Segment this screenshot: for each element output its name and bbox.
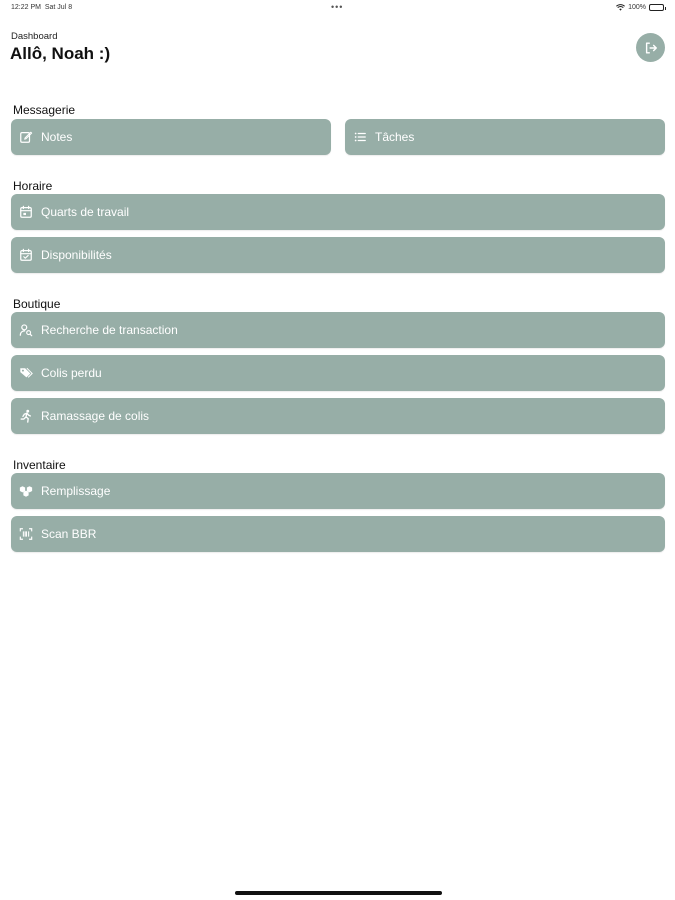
taches-button[interactable] xyxy=(345,119,665,155)
quarts-de-travail-button[interactable] xyxy=(11,194,665,230)
scan-label: Scan BBR xyxy=(41,527,97,541)
status-date-text: Sat Jul 8 xyxy=(44,4,73,11)
edit-note-icon xyxy=(19,130,33,144)
taches-label: Tâches xyxy=(375,130,415,144)
logout-icon xyxy=(644,41,658,55)
page-subtitle: Dashboard xyxy=(11,31,58,42)
scan-bbr-button[interactable] xyxy=(11,516,665,552)
section-label-inventaire: Inventaire xyxy=(13,458,66,472)
wifi-icon xyxy=(616,4,625,11)
section-label-horaire: Horaire xyxy=(13,179,53,193)
colis-perdu-button[interactable] xyxy=(11,355,665,391)
recherche-transaction-button[interactable] xyxy=(11,312,665,348)
battery-percent: 100% xyxy=(628,4,646,11)
calendar-check-icon xyxy=(19,248,33,262)
remplissage-button[interactable] xyxy=(11,473,665,509)
quarts-label: Quarts de travail xyxy=(41,205,130,219)
list-icon xyxy=(353,130,367,144)
logout-button[interactable] xyxy=(636,33,665,62)
disponibilites-button[interactable] xyxy=(11,237,665,273)
battery-icon xyxy=(649,4,664,11)
ramassage-label: Ramassage de colis xyxy=(41,409,150,423)
status-right xyxy=(616,4,664,11)
running-person-icon xyxy=(19,409,33,423)
calendar-icon xyxy=(19,205,33,219)
notes-button[interactable] xyxy=(11,119,331,155)
status-time xyxy=(11,4,72,11)
remplissage-label: Remplissage xyxy=(41,484,111,498)
multitasking-dots[interactable]: ••• xyxy=(331,2,344,12)
page-title: Allô, Noah :) xyxy=(10,44,111,63)
boxes-icon xyxy=(19,484,33,498)
recherche-label: Recherche de transaction xyxy=(41,323,178,337)
barcode-scan-icon xyxy=(19,527,33,541)
ramassage-colis-button[interactable] xyxy=(11,398,665,434)
section-label-boutique: Boutique xyxy=(13,297,61,311)
disponibilites-label: Disponibilités xyxy=(41,248,112,262)
section-label-messagerie: Messagerie xyxy=(13,103,76,117)
notes-label: Notes xyxy=(41,130,73,144)
colis-perdu-label: Colis perdu xyxy=(41,366,102,380)
status-time-text: 12:22 PM xyxy=(11,4,41,11)
user-search-icon xyxy=(19,323,33,337)
home-indicator[interactable] xyxy=(235,891,442,895)
status-bar xyxy=(0,0,675,16)
tags-icon xyxy=(19,366,33,380)
